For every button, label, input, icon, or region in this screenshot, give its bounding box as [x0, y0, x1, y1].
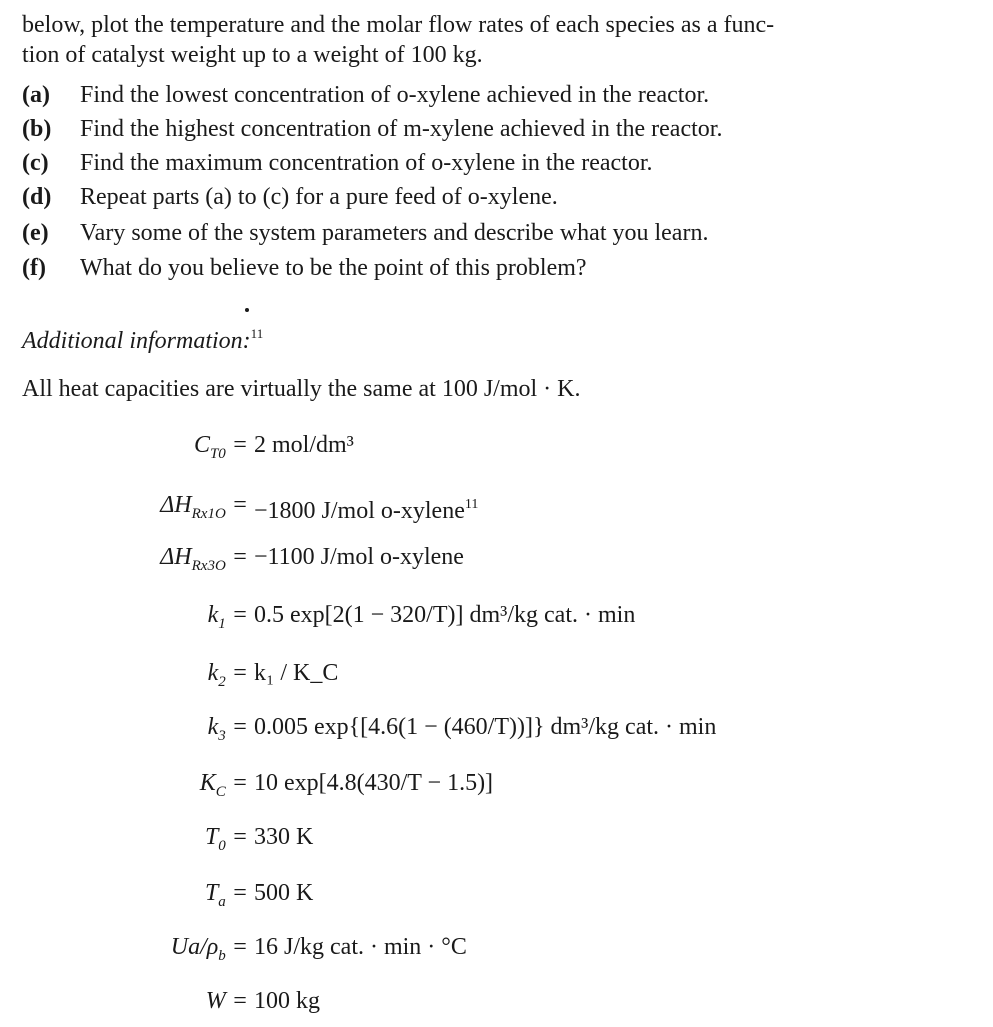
part-c	[22, 148, 653, 178]
part-text: Find the highest concentration of m-xylene achieved in the reactor.	[80, 116, 723, 142]
eq-rhs: 0.5 exp[2(1 − 320/T)] dm³/kg cat. · min	[254, 602, 636, 628]
part-text: Repeat parts (a) to (c) for a pure feed of o-xylene.	[80, 184, 558, 210]
eq-rhs: −1800 J/mol o-xylene$^{11}$	[254, 497, 479, 524]
eq-lhs: $k_2$ =	[207, 660, 248, 690]
part-e	[22, 218, 708, 248]
part-label: (d)	[22, 184, 52, 210]
part-text: What do you believe to be the point of this problem?	[80, 255, 587, 281]
eq-lhs: $T_a$ =	[204, 880, 248, 910]
part-f	[22, 253, 587, 283]
part-text: Find the maximum concentration of o-xylene in the reactor.	[80, 150, 653, 176]
eq-rhs: 500 K	[254, 880, 314, 906]
eq-rhs: 330 K	[254, 824, 314, 850]
eq-lhs: $k_1$ =	[207, 602, 248, 632]
part-b	[22, 114, 722, 144]
part-label: (e)	[22, 220, 49, 246]
eq-rhs: 0.005 exp{[4.6(1 − (460/T))]} dm³/kg cat. · min	[254, 714, 717, 740]
eq-lhs: $k_3$ =	[207, 714, 248, 744]
additional-info-heading: Additional information:$^{11}$	[22, 326, 264, 354]
eq-lhs: $Ua/\rho_b$ =	[170, 934, 248, 964]
footnote-marker: 11	[464, 497, 479, 512]
eq-rhs: k₁ / K_C	[254, 660, 339, 686]
part-label: (a)	[22, 82, 50, 108]
stray-mark	[245, 308, 249, 312]
eq-rhs: −1100 J/mol o-xylene	[254, 544, 464, 570]
eq-lhs: $C_{T0}$ =	[193, 432, 248, 462]
eq-lhs: $\Delta H_{Rx1O}$ =	[160, 492, 248, 522]
eq-lhs: $\Delta H_{Rx3O}$ =	[160, 544, 248, 574]
eq-rhs: 16 J/kg cat. · min · °C	[254, 934, 467, 960]
intro-line-2: tion of catalyst weight up to a weight of 100 kg.	[22, 42, 483, 68]
eq-lhs: $K_C$ =	[199, 770, 248, 800]
part-text: Find the lowest concentration of o-xylene achieved in the reactor.	[80, 82, 710, 108]
part-label: (f)	[22, 255, 46, 281]
eq-rhs: 100 kg	[254, 988, 320, 1014]
part-label: (c)	[22, 150, 49, 176]
part-text: Vary some of the system parameters and describe what you learn.	[80, 220, 709, 246]
eq-rhs: 2 mol/dm³	[254, 432, 354, 458]
part-a	[22, 80, 709, 110]
footnote-marker: 11	[250, 326, 264, 341]
eq-lhs: W =	[205, 988, 248, 1014]
part-label: (b)	[22, 116, 52, 142]
intro-line-1: below, plot the temperature and the molar flow rates of each species as a func-	[22, 12, 775, 38]
eq-rhs: 10 exp[4.8(430/T − 1.5)]	[254, 770, 494, 796]
heat-capacity-statement: All heat capacities are virtually the same at 100 J/mol · K.	[22, 376, 581, 402]
eq-lhs: $T_0$ =	[204, 824, 248, 854]
part-d	[22, 182, 558, 212]
